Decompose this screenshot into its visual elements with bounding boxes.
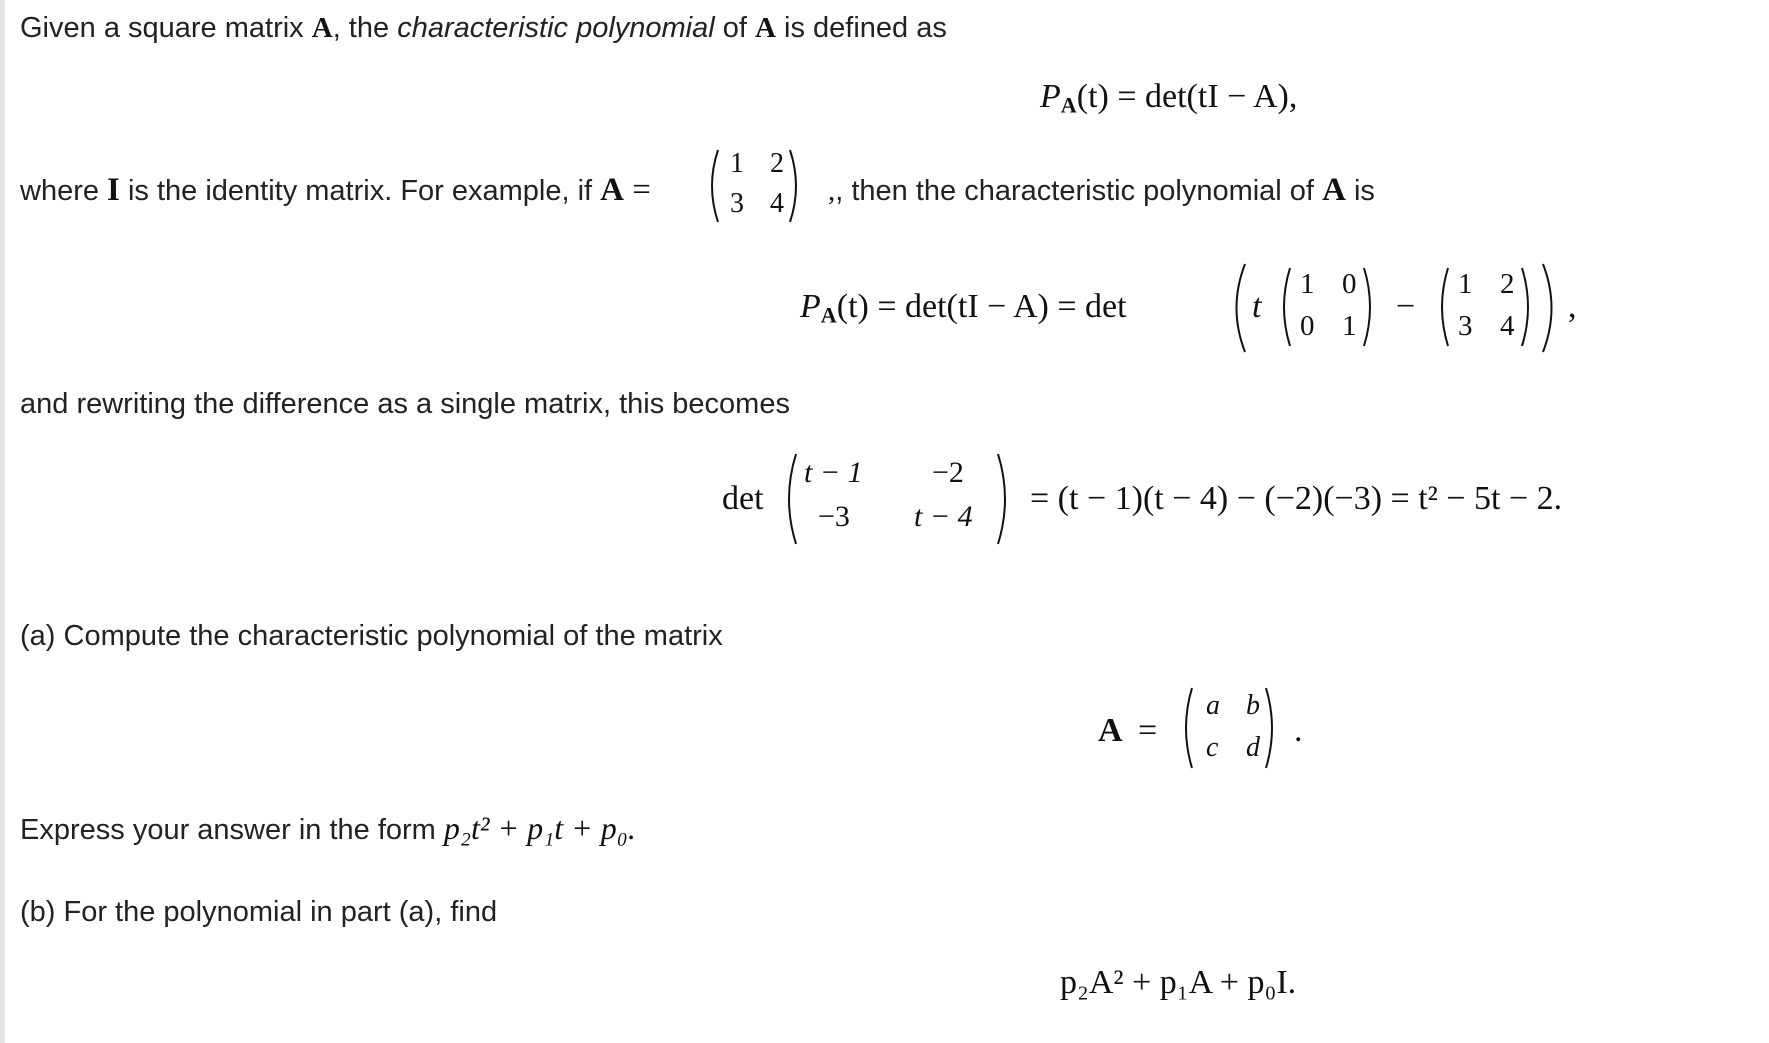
matrix-cell: 1 bbox=[1300, 268, 1315, 300]
left-paren bbox=[1180, 686, 1194, 770]
left-paren bbox=[782, 452, 798, 546]
example-matrix bbox=[706, 148, 804, 224]
difference-matrix bbox=[782, 452, 1014, 546]
right-paren bbox=[1520, 266, 1534, 348]
right-paren bbox=[1264, 686, 1278, 770]
example-text-after: , then the characteristic polynomial of bbox=[835, 175, 1323, 207]
example-line-after: ,, then the characteristic polynomial of A is bbox=[828, 172, 1375, 208]
right-paren bbox=[788, 148, 802, 224]
intro-text-3: of bbox=[714, 12, 756, 44]
part-a-text: (a) Compute the characteristic polynomial of the matrix bbox=[20, 620, 723, 652]
matrix-polynomial-expression: p₂A² + p₁A + p₀I. bbox=[1060, 964, 1297, 1001]
t-variable: t bbox=[1252, 288, 1262, 325]
intro-text-1: Given a square matrix bbox=[20, 12, 312, 44]
rewrite-rhs: = (t − 1)(t − 4) − (−2)(−3) = t² − 5t − 2. bbox=[1030, 480, 1563, 517]
part-b-text: (b) For the polynomial in part (a), find bbox=[20, 896, 498, 928]
matrix-cell: c bbox=[1206, 732, 1219, 763]
equals-sign: = bbox=[624, 172, 651, 208]
matrix-cell: 3 bbox=[730, 188, 744, 219]
express-line bbox=[20, 812, 636, 845]
identity-I-symbol: I bbox=[107, 172, 120, 208]
big-left-paren bbox=[1228, 262, 1248, 354]
matrix-cell: 1 bbox=[730, 148, 744, 179]
identity-matrix bbox=[1278, 266, 1378, 348]
left-paren bbox=[1436, 266, 1450, 348]
left-paren bbox=[706, 148, 720, 224]
matrix-cell: b bbox=[1246, 690, 1260, 721]
period: . bbox=[1294, 712, 1303, 749]
example-equation-lhs-text: (t) = det(tI − A) = det bbox=[836, 288, 1127, 325]
definition-rhs: (t) = det(tI − A), bbox=[1076, 78, 1298, 115]
characteristic-polynomial-term: characteristic polynomial bbox=[397, 12, 715, 44]
definition-equation bbox=[1040, 78, 1298, 118]
matrix-A-symbol: A bbox=[755, 12, 776, 44]
matrix-A-symbol: A bbox=[311, 12, 333, 44]
matrix-cell: 2 bbox=[1500, 268, 1515, 300]
matrix-cell: a bbox=[1206, 690, 1220, 721]
express-text: Express your answer in the form bbox=[20, 814, 444, 846]
P-symbol: P bbox=[1040, 78, 1061, 115]
example-matrix-2 bbox=[1436, 266, 1536, 348]
matrix-cell: 3 bbox=[1458, 310, 1473, 342]
matrix-cell: d bbox=[1246, 732, 1260, 763]
matrix-cell: 0 bbox=[1300, 310, 1315, 342]
matrix-cell: 4 bbox=[1500, 310, 1515, 342]
matrix-A-symbol: A bbox=[1322, 172, 1346, 208]
intro-text-4: is defined as bbox=[775, 12, 947, 44]
matrix-cell: 4 bbox=[770, 188, 784, 219]
matrix-cell: −3 bbox=[818, 500, 850, 533]
matrix-cell: t − 1 bbox=[804, 456, 863, 489]
example-equation-lhs: $P_A(t) = \det(tI - A) = \det$ bbox=[800, 288, 1127, 328]
example-text-mid: is the identity matrix. For example, if bbox=[119, 175, 601, 207]
comma: , bbox=[1568, 288, 1577, 325]
matrix-cell: −2 bbox=[932, 456, 964, 489]
left-paren bbox=[1278, 266, 1292, 348]
P-subscript: A bbox=[1060, 92, 1077, 118]
rewrite-text: and rewriting the difference as a single matrix, this becomes bbox=[20, 388, 790, 420]
example-text-where: where bbox=[20, 175, 108, 207]
matrix-A-symbol: A bbox=[600, 172, 625, 208]
det-operator: det bbox=[722, 480, 764, 517]
matrix-cell: 0 bbox=[1342, 268, 1357, 300]
example-line bbox=[20, 174, 651, 207]
equals-sign: = bbox=[1138, 712, 1158, 749]
matrix-A-symbol: A bbox=[1098, 712, 1123, 749]
intro-text-2: , the bbox=[332, 12, 398, 44]
matrix-cell: 2 bbox=[770, 148, 784, 179]
left-border bbox=[0, 0, 5, 1043]
minus-sign: − bbox=[1396, 288, 1416, 325]
right-paren bbox=[1362, 266, 1376, 348]
right-paren bbox=[996, 452, 1012, 546]
example-text-is: is bbox=[1345, 175, 1375, 207]
matrix-cell: t − 4 bbox=[914, 500, 973, 533]
polynomial-form: p₂t² + p₁t + p₀. bbox=[443, 810, 636, 846]
intro-line bbox=[20, 14, 947, 43]
matrix-cell: 1 bbox=[1342, 310, 1357, 342]
general-matrix bbox=[1180, 686, 1280, 770]
matrix-cell: 1 bbox=[1458, 268, 1473, 300]
big-right-paren bbox=[1540, 262, 1560, 354]
